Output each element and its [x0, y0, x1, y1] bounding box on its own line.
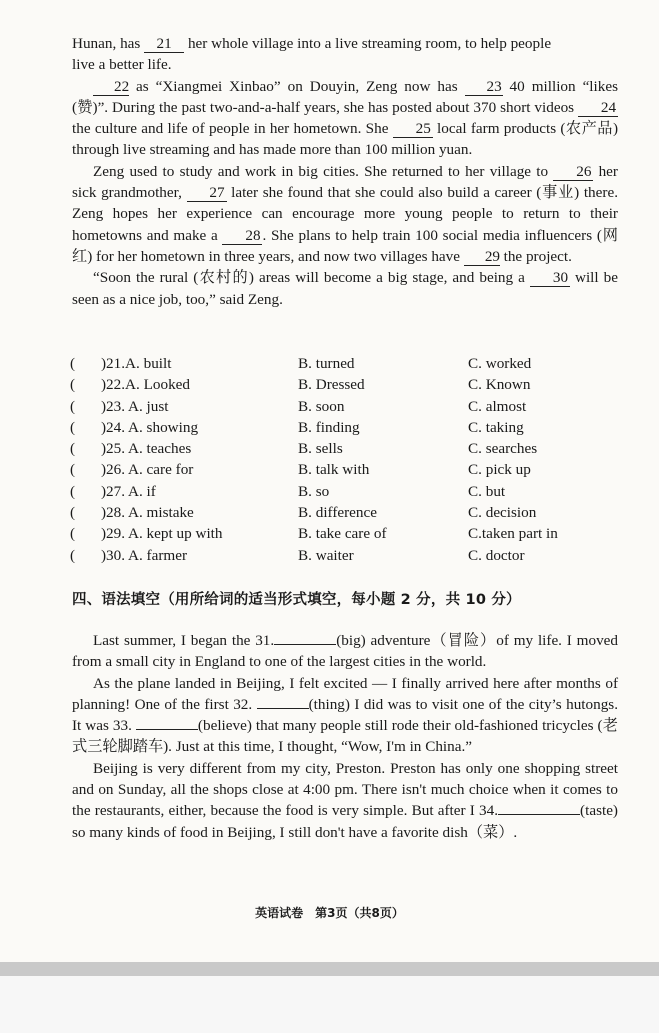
- option-c[interactable]: C. searches: [468, 440, 538, 458]
- option-c[interactable]: C.taken part in: [468, 525, 558, 543]
- option-a[interactable]: )23. A. just: [101, 397, 169, 415]
- question-row: [70, 502, 630, 523]
- answer-bracket[interactable]: (: [70, 546, 76, 564]
- option-b[interactable]: B. sells: [298, 440, 343, 458]
- answer-options: [70, 353, 630, 566]
- option-a[interactable]: )21.A. built: [101, 355, 172, 372]
- option-c[interactable]: C. almost: [468, 397, 527, 415]
- passage-paragraph-3: Zeng used to study and work in big cities. She returned to her village to 26 her sick grandmother, 27 later she found that she could also build a career (事业) there. Zeng hopes her experience can encourage more young people to return to their hometowns and make a 28 . She plans to help train 100 social media influencers (网红) for her hometown in three years, and now two villages have 29 the project.: [72, 162, 618, 265]
- option-c[interactable]: C. taking: [468, 418, 524, 436]
- option-c[interactable]: C. but: [468, 482, 506, 500]
- question-row: [70, 481, 630, 502]
- blank-25[interactable]: 25: [393, 120, 433, 138]
- option-b[interactable]: B. talk with: [298, 461, 370, 479]
- blank-30[interactable]: 30: [530, 269, 570, 287]
- blank-27[interactable]: 27: [187, 184, 227, 202]
- answer-bracket[interactable]: (: [70, 397, 76, 415]
- option-a[interactable]: )27. A. if: [101, 482, 156, 500]
- option-c[interactable]: C. Known: [468, 376, 531, 394]
- option-a[interactable]: )29. A. kept up with: [101, 525, 223, 543]
- blank-34[interactable]: [498, 814, 580, 815]
- option-b[interactable]: B. take care of: [298, 525, 387, 543]
- blank-22[interactable]: 22: [93, 78, 129, 96]
- option-c[interactable]: C. decision: [468, 504, 537, 522]
- question-row: [70, 353, 630, 374]
- page-footer: 英语试卷 第3页（共8页）: [255, 906, 404, 920]
- blank-21[interactable]: 21: [144, 35, 184, 53]
- answer-bracket[interactable]: (: [70, 504, 76, 522]
- blank-28[interactable]: 28: [222, 227, 262, 245]
- blank-32[interactable]: [257, 708, 309, 709]
- passage-paragraph-2: 22 as “Xiangmei Xinbao” on Douyin, Zeng now has 23 40 million “likes (赞)”. During the past two-and-a-half years, she has posted about 370 short videos 24 the culture and life of people in her hometown. She 25 local farm products (农产品) through live streaming and has made more than 100 million yuan.: [72, 77, 619, 159]
- option-a[interactable]: )28. A. mistake: [101, 504, 194, 522]
- blank-23[interactable]: 23: [465, 78, 503, 96]
- answer-bracket[interactable]: (: [70, 355, 76, 372]
- blank-29[interactable]: 29: [464, 248, 500, 266]
- option-b[interactable]: B. soon: [298, 397, 345, 415]
- passage-paragraph-1: Hunan, has 21 her whole village into a live streaming room, to help people live a better life.: [72, 35, 552, 74]
- option-b[interactable]: B. so: [298, 482, 330, 500]
- option-a[interactable]: )26. A. care for: [101, 461, 194, 479]
- grammar-passage: [72, 630, 618, 843]
- blank-33[interactable]: [136, 729, 198, 730]
- option-a[interactable]: )30. A. farmer: [101, 546, 188, 564]
- grammar-paragraph-3: Beijing is very different from my city, Preston. Preston has only one shopping street and on Sunday, all the shops close at 4:00 pm. There isn't much choice when it comes to the restaurants, either, because the food is very simple. But after I 34. (taste) so many kinds of food in Beijing, I still don't have a favorite dish（菜）.: [72, 759, 618, 841]
- passage-paragraph-4: “Soon the rural (农村的) areas will become a big stage, and being a 30 will be seen as a nice job, too,” said Zeng.: [72, 269, 618, 308]
- page-edge-shadow: [0, 962, 659, 976]
- option-a[interactable]: )25. A. teaches: [101, 440, 192, 458]
- option-b[interactable]: B. Dressed: [298, 376, 365, 394]
- option-c[interactable]: C. worked: [468, 355, 532, 372]
- answer-bracket[interactable]: (: [70, 461, 76, 479]
- grammar-paragraph-1: Last summer, I began the 31. (big) adventure（冒险）of my life. I moved from a small city in England to one of the largest cities in the world.: [72, 632, 618, 671]
- question-row: [70, 523, 630, 544]
- option-c[interactable]: C. pick up: [468, 461, 531, 479]
- answer-bracket[interactable]: (: [70, 418, 76, 436]
- question-row: [70, 438, 630, 459]
- blank-26[interactable]: 26: [553, 163, 593, 181]
- option-b[interactable]: B. turned: [298, 355, 355, 372]
- answer-bracket[interactable]: (: [70, 525, 76, 543]
- grammar-paragraph-2: As the plane landed in Beijing, I felt excited — I finally arrived here after months of planning! One of the first 32. (thing) I did was to visit one of the city’s hutongs. It was 33. (believe) that many people still rode their old-fashioned tricycles (老式三轮脚踏车). Just at this time, I thought, “Wow, I'm in China.”: [72, 674, 618, 756]
- question-row: [70, 417, 630, 438]
- answer-bracket[interactable]: (: [70, 482, 76, 500]
- question-row: [70, 374, 630, 395]
- cloze-passage: [72, 33, 618, 310]
- question-row: [70, 459, 630, 480]
- option-c[interactable]: C. doctor: [468, 546, 525, 564]
- blank-24[interactable]: 24: [578, 99, 618, 117]
- option-b[interactable]: B. finding: [298, 418, 360, 436]
- question-row: [70, 545, 630, 566]
- blank-31[interactable]: [274, 644, 336, 645]
- section-4-title: 四、语法填空（用所给词的适当形式填空，每小题 2 分，共 10 分）: [72, 592, 521, 608]
- answer-bracket[interactable]: (: [70, 376, 76, 394]
- question-row: [70, 396, 630, 417]
- option-a[interactable]: )22.A. Looked: [101, 376, 190, 394]
- answer-bracket[interactable]: (: [70, 440, 76, 458]
- option-b[interactable]: B. waiter: [298, 546, 354, 564]
- option-b[interactable]: B. difference: [298, 504, 377, 522]
- background-area: [0, 976, 659, 1033]
- option-a[interactable]: )24. A. showing: [101, 418, 199, 436]
